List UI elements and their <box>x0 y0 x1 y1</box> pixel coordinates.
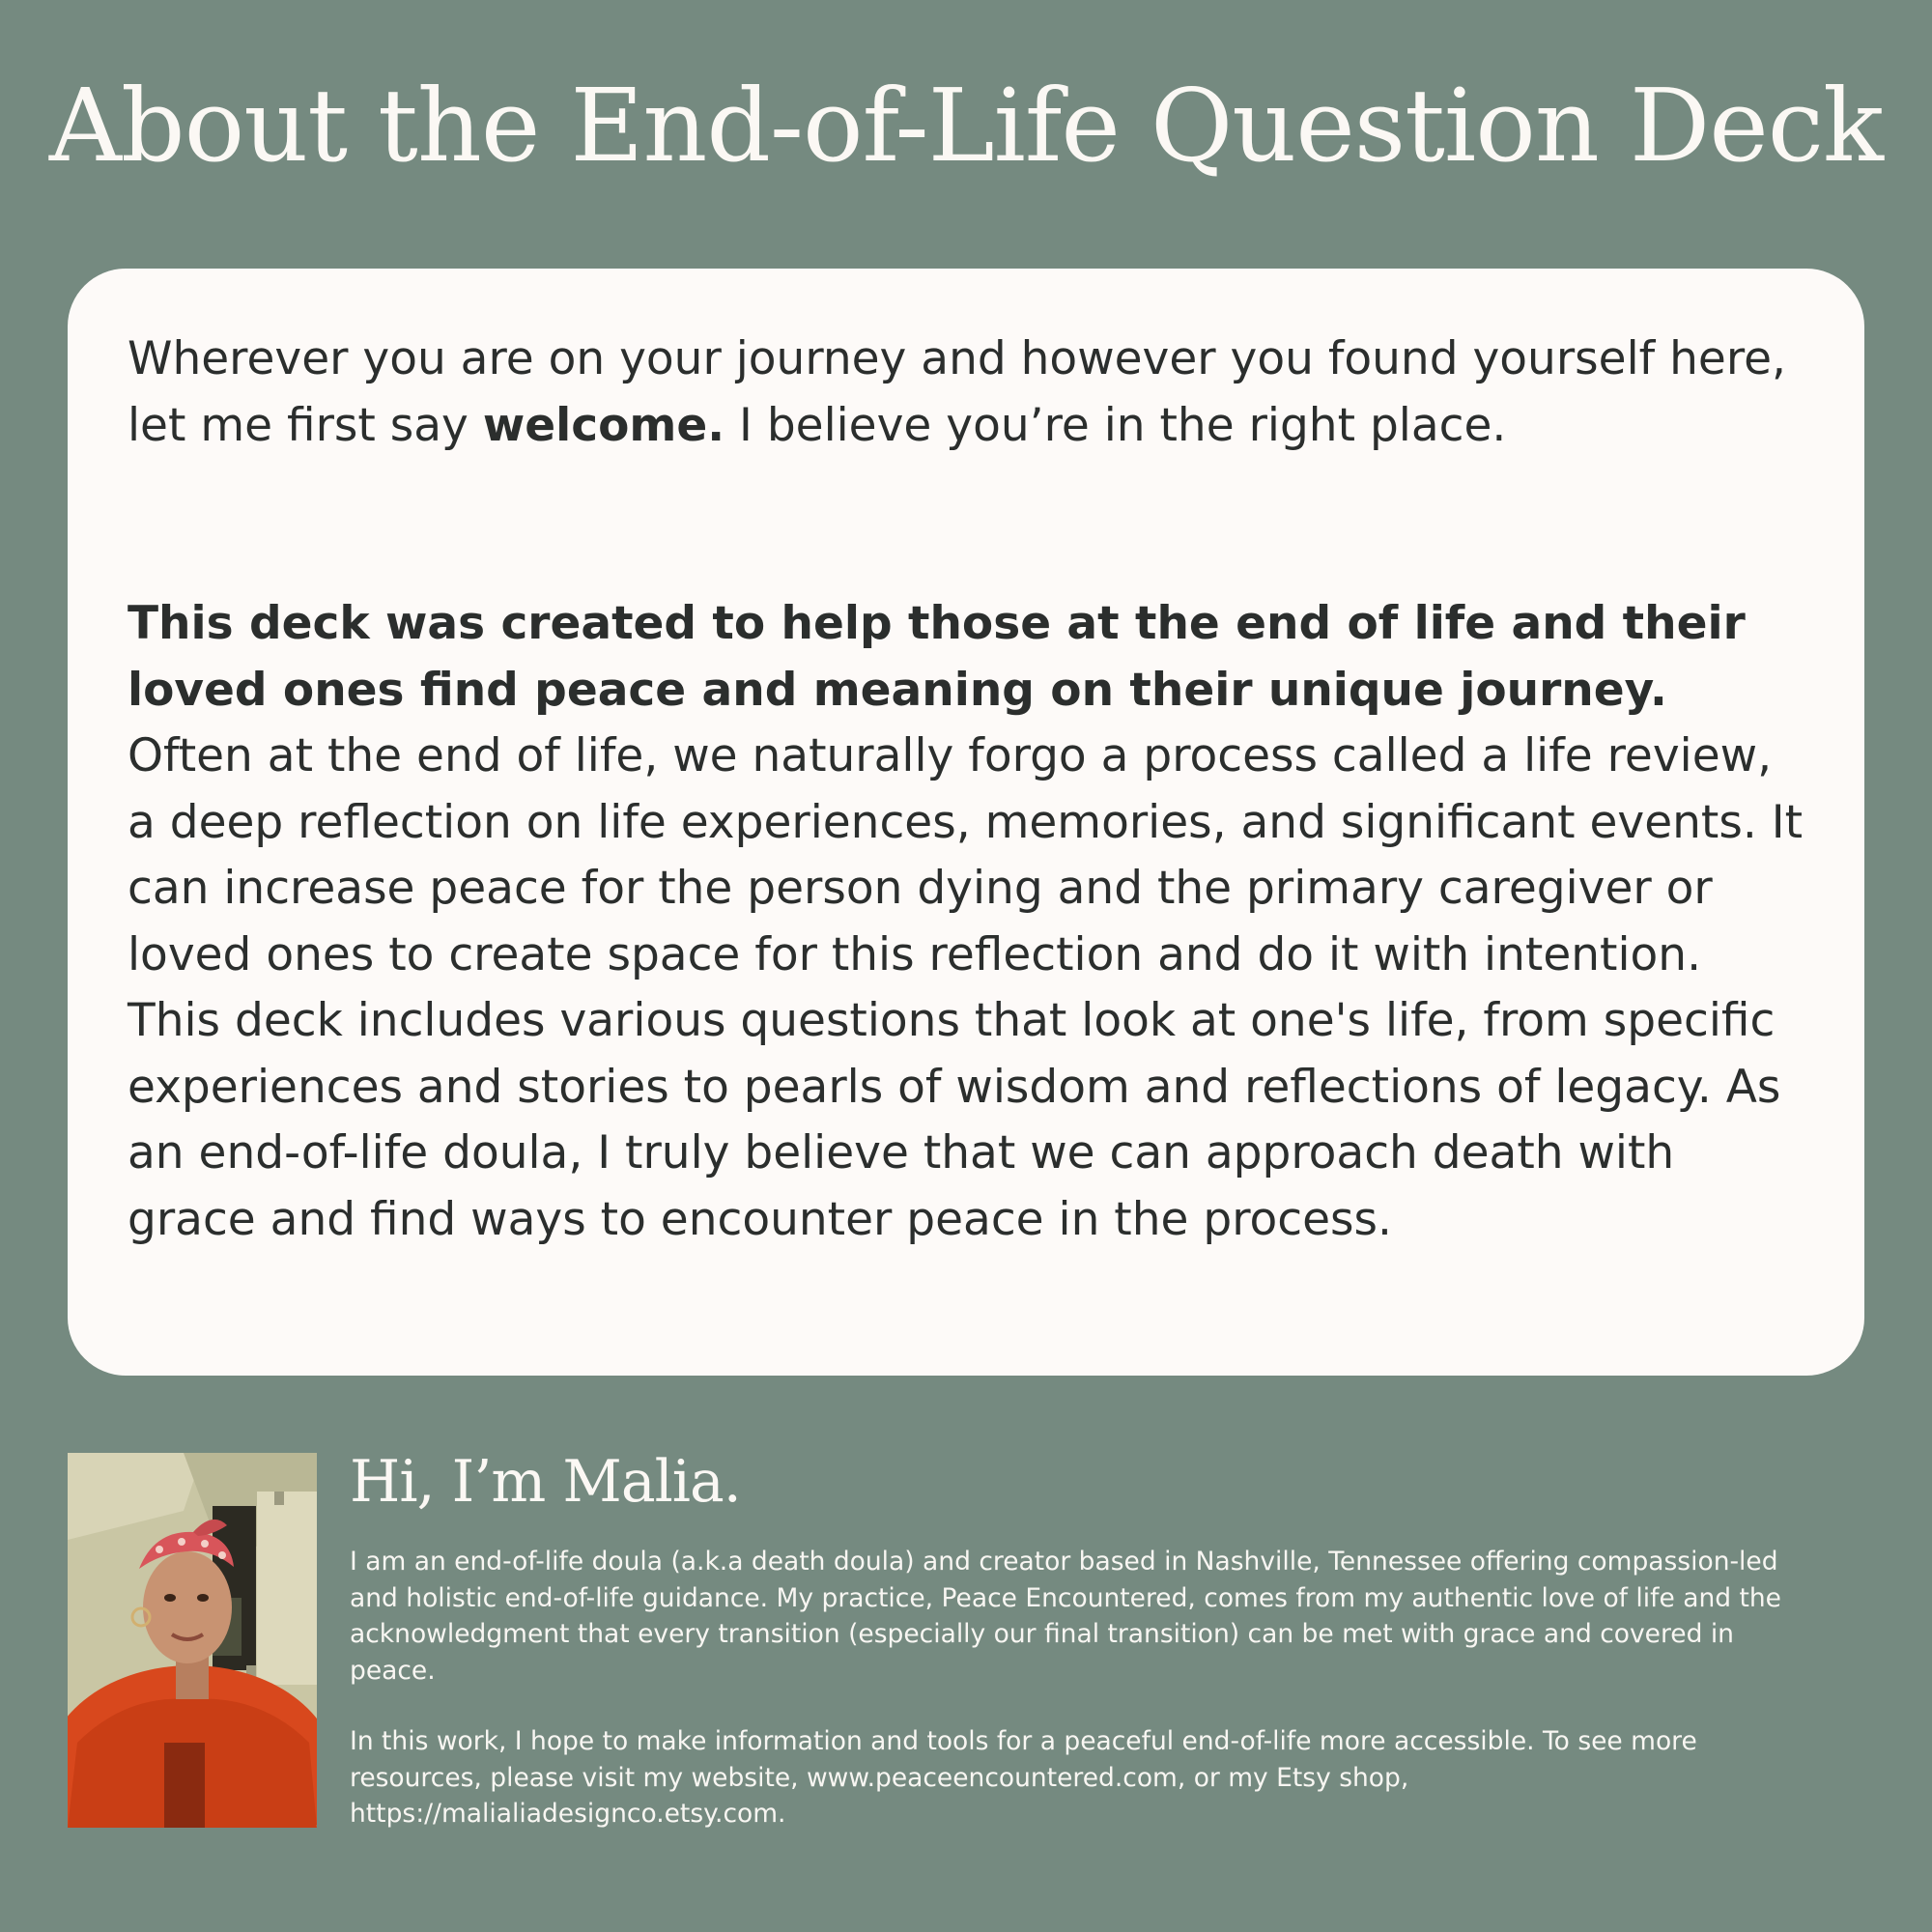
bio-paragraph-about: I am an end-of-life doula (a.k.a death doula) and creator based in Nashville, Tennessee offering compassion-led and holistic end-of-life guidance. My practice, Peace Encountered, comes from my authentic love of life and the acknowledgment that every transition (especially our final transition) can be met with grace and covered in peace. <box>350 1547 1781 1686</box>
bio-heading: Hi, I’m Malia. <box>350 1448 741 1516</box>
intro-card <box>68 269 1864 1376</box>
bio-paragraph-resources: In this work, I hope to make information and tools for a peaceful end-of-life more accessible. To see more resources, please visit my website, www.peaceencountered.com, or my Etsy shop, https://malialiadesignco.etsy.com. <box>350 1726 1697 1829</box>
author-photo <box>68 1453 317 1828</box>
welcome-text-end: I believe you’re in the right place. <box>724 398 1507 452</box>
deck-purpose-statement: This deck was created to help those at the end of life and their loved ones find peace and meaning on their unique journey. <box>128 597 1746 717</box>
deck-description-text: Often at the end of life, we naturally forgo a process called a life review, a deep reflection on life experiences, memories, and significant events. It can increase peace for the person dying and the primary caregiver or loved ones to create space for this reflection and do it with intention. This deck includes various questions that look at one's life, from specific experiences and stories to pearls of wisdom and reflections of legacy. As an end-of-life doula, I truly believe that we can approach death with grace and find ways to encounter peace in the process. <box>128 729 1803 1246</box>
page-title: About the End-of-Life Question Deck <box>48 67 1884 185</box>
welcome-text-start: Wherever you are on your journey and however you found yourself here, let me first say <box>128 332 1786 452</box>
welcome-emphasis: welcome. <box>482 398 725 452</box>
deck-description-paragraph <box>128 591 1804 1253</box>
author-portrait-illustration <box>68 1453 317 1828</box>
welcome-paragraph <box>128 327 1804 459</box>
